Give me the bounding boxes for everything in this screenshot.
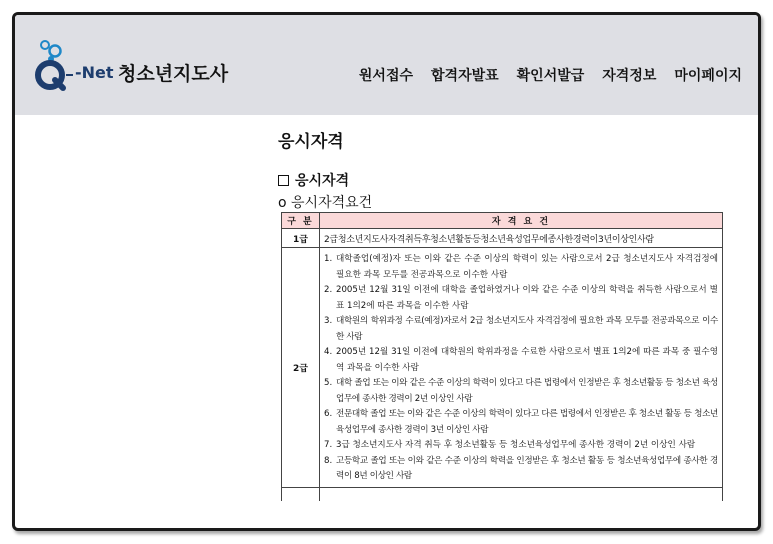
list-item (324, 345, 718, 376)
list-item-text: 고등학교 졸업 또는 이와 같은 수준 이상의 학력을 인정받은 후 청소년 활동 등 청소년육성업무에 종사한 경력이 8년 이상인 사람 (336, 455, 718, 481)
list-item-number: 4. (324, 347, 333, 357)
list-item-text: 2005년 12월 31일 이전에 대학원의 학위과정을 수료한 사람으로서 별표 1의2에 따른 과목 중 필수영역 과목을 이수한 사람 (336, 347, 718, 373)
nav-item-results[interactable]: 합격자발표 (431, 68, 499, 84)
list-item (324, 314, 718, 345)
table-header-row (282, 213, 723, 229)
nav-item-qualification-info[interactable]: 자격정보 (602, 68, 657, 84)
square-bullet-icon (278, 175, 289, 186)
list-item (324, 252, 718, 283)
grade-cell: 2급 (282, 248, 320, 488)
table-row (282, 248, 723, 488)
list-item (324, 376, 718, 407)
list-item-text: 대학졸업(예정)자 또는 이와 같은 수준 이상의 학력이 있는 사람으로서 2급 청소년지도사 자격검정에 필요한 과목 모두를 전공과목으로 이수한 사람 (336, 254, 718, 280)
site-title[interactable]: 청소년지도사 (118, 63, 229, 85)
table-row (282, 487, 723, 501)
list-item-number: 6. (324, 409, 333, 419)
list-item-text: 3급 청소년지도사 자격 취득 후 청소년활동 등 청소년육성업무에 종사한 경력이 2년 이상인 사람 (336, 440, 696, 450)
list-item-number: 8. (324, 455, 333, 466)
list-item-text: 대학 졸업 또는 이와 같은 수준 이상의 학력이 있다고 다른 법령에서 인정받은 후 청소년활동 등 청소년 육성업무에 종사한 경력이 2년 이상인 사람 (336, 378, 718, 404)
table-row (282, 229, 723, 248)
list-item-number: 2. (324, 285, 333, 295)
list-item (324, 283, 718, 314)
grade-cell: 1급 (282, 229, 320, 248)
requirement-cell: 2급청소년지도사자격취득후청소년활동등청소년육성업무에종사한경력이3년이상인사람 (320, 229, 723, 248)
nav-item-certificate[interactable]: 확인서발급 (516, 68, 585, 84)
subheading: o 응시자격요건 (278, 195, 373, 211)
requirement-cell (320, 487, 723, 501)
main-nav (341, 65, 742, 85)
nav-item-mypage[interactable]: 마이페이지 (674, 68, 742, 84)
logo-net-text: -Net (75, 63, 114, 82)
table-header-requirements: 자 격 요 건 (320, 213, 723, 229)
grade-cell (282, 487, 320, 501)
page-title: 응시자격 (278, 132, 344, 152)
list-item (324, 454, 718, 485)
requirement-list (324, 252, 718, 485)
list-item-number: 1. (324, 254, 333, 264)
qualification-table (281, 212, 723, 501)
requirement-cell (320, 248, 723, 488)
site-header (15, 15, 758, 115)
list-item-text: 전문대학 졸업 또는 이와 같은 수준 이상의 학력이 있다고 다른 법령에서 인정받은 후 청소년 활동 등 청소년육성업무에 종사한 경력이 3년 이상인 사람 (336, 409, 718, 435)
list-item-text: 대학원의 학위과정 수료(예정)자로서 2급 청소년지도사 자격검정에 필요한 과목 모두를 전공과목으로 이수한 사람 (336, 316, 718, 342)
list-item-text: 2005년 12월 31일 이전에 대학을 졸업하였거나 이와 같은 수준 이상의 학력을 취득한 사람으로서 별표 1의2에 따른 과목을 이수한 사람 (336, 285, 718, 311)
nav-item-application[interactable]: 원서접수 (358, 68, 414, 84)
list-item-number: 5. (324, 378, 333, 388)
list-item-number: 7. (324, 440, 333, 450)
section-title (278, 170, 349, 190)
section-title-text: 응시자격 (295, 173, 350, 189)
list-item (324, 438, 718, 454)
list-item (324, 407, 718, 438)
browser-frame (12, 12, 761, 531)
list-item-number: 3. (324, 316, 333, 326)
table-header-grade: 구 분 (282, 213, 320, 229)
